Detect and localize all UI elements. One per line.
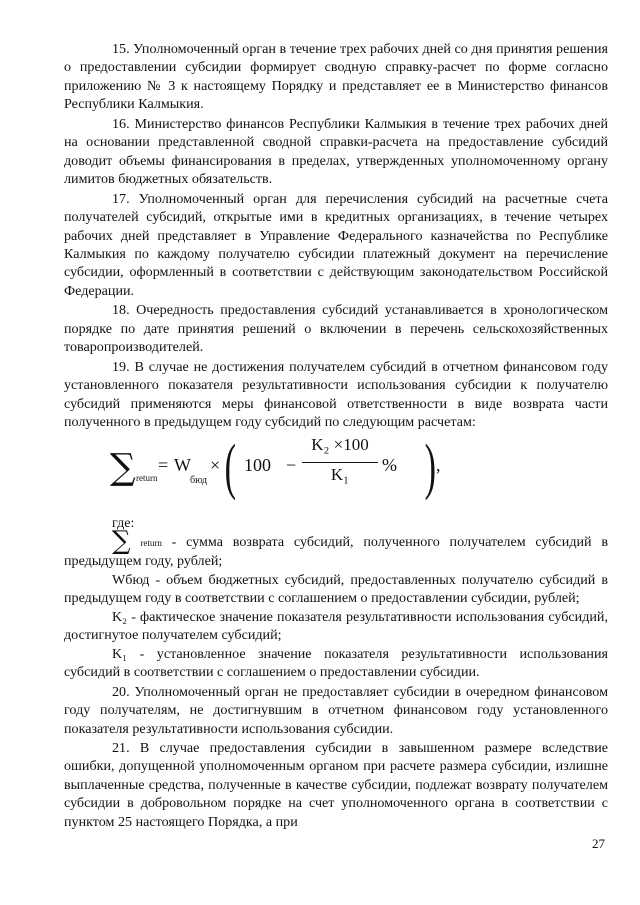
formula-sigma: ∑ (110, 446, 136, 488)
definition-sigma: ∑ (112, 525, 131, 556)
definition-sigma-subscript: return (140, 537, 162, 548)
formula-denominator: K₁ (330, 464, 350, 484)
paragraph-20: 20. Уполномоченный орган не предоставляет субсидии в очередном финансовом году получателям, не достигнувшим в отчетном финансовом году установленного показателя результативности использования субсидии. (64, 683, 608, 737)
formula-equals: = (158, 454, 169, 475)
return-formula (64, 432, 608, 512)
formula-sigma-subscript: return (136, 472, 158, 483)
formula-percent: % (382, 454, 397, 475)
where-label: где: (112, 514, 135, 531)
paragraph-15: 15. Уполномоченный орган в течение трех рабочих дней со дня принятия решения о предоставлении субсидии формирует сводную справку-расчет по форме согласно приложению № 3 к настоящему Порядку и представляет ее в Министерство финансов Республики Калмыкия. (64, 41, 608, 113)
paragraph-18: 18. Очередность предоставления субсидий устанавливается в хронологическом порядке по дате принятия решений о включении в перечень сельскохозяйственных товаропроизводителей. (64, 302, 608, 356)
formula-fraction-bar (302, 462, 378, 463)
formula-w: W (174, 454, 191, 475)
formula-minus: − (286, 454, 297, 475)
document-page (64, 40, 608, 831)
page-number: 27 (592, 836, 605, 851)
formula-hundred: 100 (244, 454, 271, 475)
formula-times: × (210, 454, 221, 475)
definition-return (64, 525, 608, 571)
formula-left-paren: ( (224, 432, 237, 501)
definition-k1: K₁ - установленное значение показателя результативности использования субсидий в соответствии с соглашением о предоставлении субсидии. (64, 645, 608, 681)
paragraph-19: 19. В случае не достижения получателем субсидий в отчетном финансовом году установленного показателя результативности использования субсидии к получателю субсидий применяются меры финансовой ответственности в виде возврата части полученного в предыдущем году субсидий по следующим расчетам: (64, 358, 608, 431)
paragraph-21: 21. В случае предоставления субсидии в завышенном размере вследствие ошибки, допущенной уполномоченным органом при расчете размера субсидии, излишне выплаченные средства, полученные в качестве субсидии, подлежат возврату получателем субсидии в добровольном порядке на счет уполномоченного органа в соответствии с пунктом 25 настоящего Порядка, а при (64, 739, 608, 830)
formula-fraction (302, 436, 378, 484)
paragraph-17: 17. Уполномоченный орган для перечисления субсидий на расчетные счета получателей субсидий, открытые ими в кредитных организациях, в течение четырех рабочих дней представляет в Управление Федерального казначейства по Республике Калмыкия по каждому получателю субсидии платежный документ на перечисление субсидии, оформленный в соответствии с действующим законодательством Российской Федерации. (64, 190, 608, 299)
formula-right-paren: ) (424, 432, 437, 501)
definition-k2: K₂ - фактическое значение показателя результативности использования субсидий, достигнутое получателем субсидий; (64, 608, 608, 644)
formula-w-subscript: бюд (190, 474, 208, 486)
formula-comma: , (436, 454, 441, 475)
formula-numerator: K₂ ×100 (311, 434, 369, 454)
definition-w: Wбюд - объем бюджетных субсидий, предоставленных получателю субсидий в предыдущем году в соответствии с соглашением о предоставлении субсидии, рублей; (64, 571, 608, 607)
definition-return-text: - сумма возврата субсидий, полученного получателем субсидий в предыдущем году, рублей; (64, 533, 608, 570)
paragraph-16: 16. Министерство финансов Республики Калмыкия в течение трех рабочих дней на основании представленной сводной справки-расчета на предоставление субсидий доводит объемы финансирования в пределах, утвержденных уполномоченному органу лимитов бюджетных обязательств. (64, 115, 608, 188)
